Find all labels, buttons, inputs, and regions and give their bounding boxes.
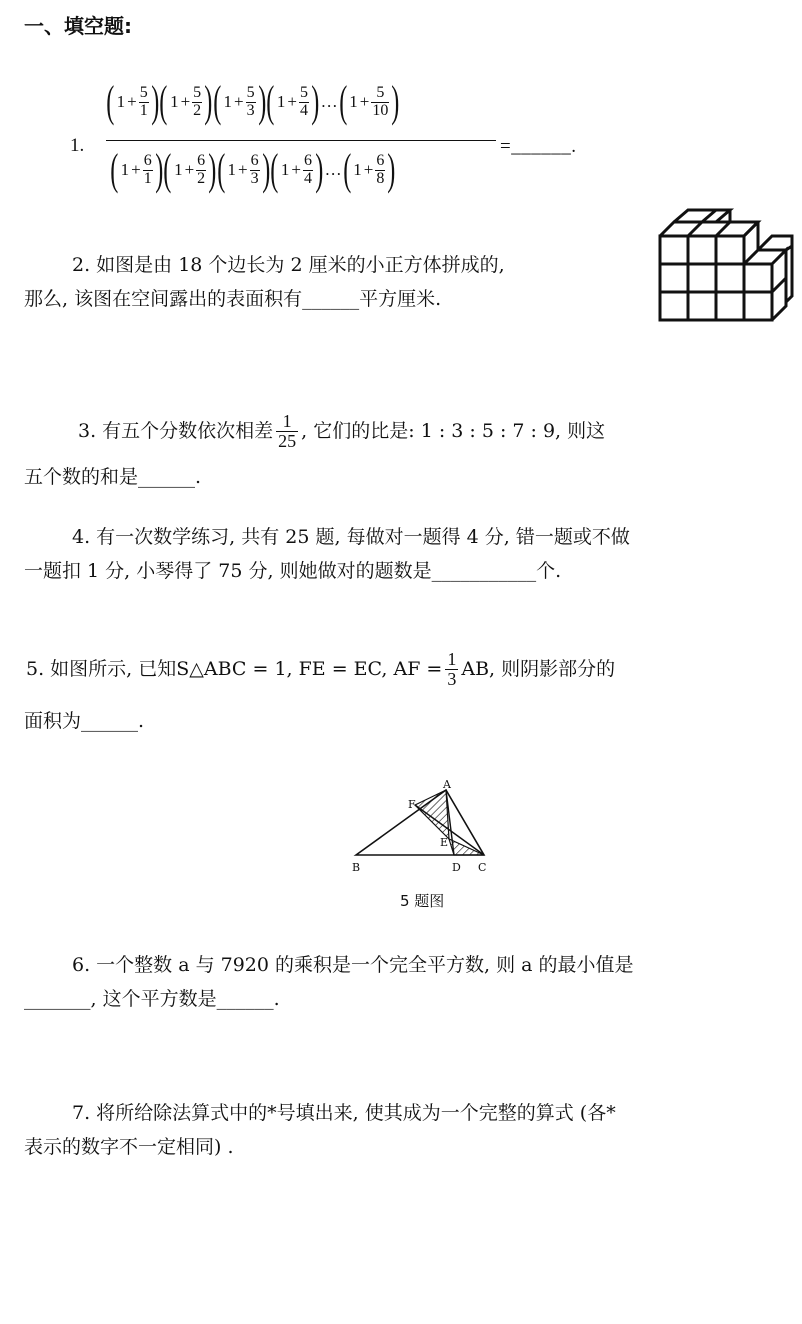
q7-line-1: 7. 将所给除法算式中的*号填出来, 使其成为一个完整的算式 (各*: [72, 1102, 616, 1124]
q1-answer-blank: =______.: [500, 136, 577, 157]
factor-one: 1: [280, 160, 290, 179]
q2-line-1: 2. 如图是由 18 个边长为 2 厘米的小正方体拼成的,: [72, 254, 505, 276]
section-title: 一、填空题:: [24, 14, 132, 38]
left-paren: (: [266, 77, 275, 126]
right-paren: ): [315, 145, 324, 194]
factor-denominator: 2: [197, 169, 206, 187]
factor-plus: +: [127, 92, 137, 111]
factor-one: 1: [227, 160, 236, 179]
label-A: A: [443, 778, 451, 791]
q3-prefix: 3. 有五个分数依次相差: [78, 419, 274, 442]
right-paren: ): [208, 145, 217, 194]
q1-bottom-factor: [163, 145, 217, 194]
q1-top-factor: [266, 77, 320, 126]
label-D: D: [452, 861, 461, 874]
factor-one: 1: [170, 92, 179, 111]
q1-fraction-bar: [106, 140, 496, 141]
q2-line-2: 那么, 该图在空间露出的表面积有______平方厘米.: [24, 288, 442, 310]
q5-fraction: [445, 650, 458, 689]
q4-line-1: 4. 有一次数学练习, 共有 25 题, 每做对一题得 4 分, 错一题或不做: [72, 526, 630, 548]
q3-suffix: , 它们的比是: 1 : 3 : 5 : 7 : 9, 则这: [301, 419, 606, 442]
factor-one: 1: [349, 92, 358, 111]
factor-fraction: [303, 153, 313, 188]
factor-denominator: 1: [139, 101, 148, 119]
q4-line-2: 一题扣 1 分, 小琴得了 75 分, 则她做对的题数是___________个.: [24, 560, 562, 582]
right-paren: ): [387, 145, 396, 194]
left-paren: (: [106, 77, 115, 126]
factor-numerator: 5: [376, 83, 385, 101]
factor-plus: +: [363, 160, 374, 179]
factor-numerator: 5: [299, 83, 308, 101]
factor-fraction: [246, 85, 256, 120]
left-paren: (: [217, 145, 226, 194]
factor-one: 1: [120, 160, 130, 179]
left-paren: (: [338, 77, 347, 126]
triangle-figure: [348, 778, 498, 878]
factor-denominator: 3: [246, 101, 255, 119]
q1-top-factor: [338, 77, 400, 126]
factor-one: 1: [174, 160, 183, 179]
factor-plus: +: [131, 160, 141, 179]
right-paren: ): [204, 77, 213, 126]
q6-line-1: 6. 一个整数 a 与 7920 的乘积是一个完全平方数, 则 a 的最小值是: [72, 954, 634, 976]
factor-plus: +: [237, 160, 248, 179]
q1-bottom-factor: [217, 145, 270, 194]
q1-top-factor: [159, 77, 213, 126]
left-paren: (: [159, 77, 168, 126]
right-paren: ): [261, 145, 270, 194]
factor-denominator: 4: [303, 169, 312, 187]
q3-line-1: [78, 412, 605, 451]
q1-bottom-factor: [270, 145, 324, 194]
q1-fraction-expression: [106, 78, 496, 208]
right-paren: ): [311, 77, 320, 126]
factor-one: 1: [116, 92, 126, 111]
factor-numerator: 5: [139, 83, 148, 101]
left-paren: (: [163, 145, 172, 194]
factor-fraction: [250, 153, 260, 188]
factor-fraction: [143, 153, 153, 188]
q1-top-factor: [213, 77, 266, 126]
left-paren: (: [213, 77, 222, 126]
q3-line-2: 五个数的和是______.: [24, 466, 202, 488]
factor-denominator: 4: [299, 101, 308, 119]
right-paren: ): [391, 77, 400, 126]
factor-one: 1: [223, 92, 232, 111]
q1-top-factor: [106, 77, 160, 126]
factor-fraction: [192, 85, 202, 120]
factor-numerator: 6: [250, 151, 259, 169]
right-paren: ): [155, 145, 164, 194]
q5-fraction-denominator: 3: [447, 668, 457, 689]
factor-fraction: [299, 85, 309, 120]
factor-numerator: 6: [143, 151, 152, 169]
factor-numerator: 6: [197, 151, 206, 169]
cube-stack-figure: [656, 206, 796, 326]
factor-fraction: [375, 153, 385, 188]
factor-numerator: 5: [246, 83, 255, 101]
q1-denominator-row: [110, 145, 396, 194]
factor-plus: +: [184, 160, 195, 179]
q1-numerator-row: [106, 77, 400, 126]
q1-bottom-ellipsis: …: [324, 160, 342, 179]
shaded-region-upper: [415, 790, 449, 839]
factor-denominator: 2: [193, 101, 202, 119]
factor-one: 1: [353, 160, 362, 179]
q5-fraction-numerator: 1: [447, 649, 457, 669]
q3-fraction-denominator: 25: [278, 430, 297, 451]
factor-numerator: 5: [193, 83, 202, 101]
q1-bottom-factor: [110, 145, 164, 194]
label-E: E: [440, 836, 449, 849]
right-paren: ): [257, 77, 266, 126]
label-F: F: [408, 798, 416, 811]
factor-one: 1: [276, 92, 286, 111]
q5-line-2: 面积为______.: [24, 710, 145, 732]
factor-plus: +: [233, 92, 244, 111]
q6-line-2: _______, 这个平方数是______.: [24, 988, 280, 1010]
right-paren: ): [151, 77, 160, 126]
q7-line-2: 表示的数字不一定相同) .: [24, 1136, 234, 1158]
left-paren: (: [342, 145, 351, 194]
factor-fraction: [196, 153, 206, 188]
left-paren: (: [270, 145, 279, 194]
factor-plus: +: [180, 92, 191, 111]
q1-bottom-factor: [342, 145, 396, 194]
figure-5-caption: 5 题图: [400, 892, 445, 910]
factor-denominator: 1: [143, 169, 152, 187]
q1-number: 1.: [70, 135, 85, 156]
factor-plus: +: [287, 92, 297, 111]
q5-suffix: AB, 则阴影部分的: [461, 657, 616, 680]
label-C: C: [478, 861, 487, 874]
q5-prefix: 5. 如图所示, 已知S△ABC = 1, FE = EC, AF =: [26, 657, 443, 680]
factor-numerator: 6: [303, 151, 312, 169]
factor-plus: +: [359, 92, 370, 111]
factor-denominator: 10: [372, 101, 389, 119]
q3-fraction-numerator: 1: [282, 411, 292, 431]
label-B: B: [352, 861, 361, 874]
factor-denominator: 8: [376, 169, 385, 187]
left-paren: (: [110, 145, 119, 194]
q3-fraction: [276, 412, 298, 451]
triangle-abc: [356, 790, 484, 855]
segment-fc: [415, 805, 484, 855]
factor-fraction: [139, 85, 149, 120]
factor-plus: +: [291, 160, 301, 179]
factor-fraction: [371, 85, 389, 120]
factor-denominator: 3: [250, 169, 259, 187]
q5-line-1: [26, 650, 615, 689]
factor-numerator: 6: [376, 151, 385, 169]
q1-top-ellipsis: …: [320, 92, 338, 111]
